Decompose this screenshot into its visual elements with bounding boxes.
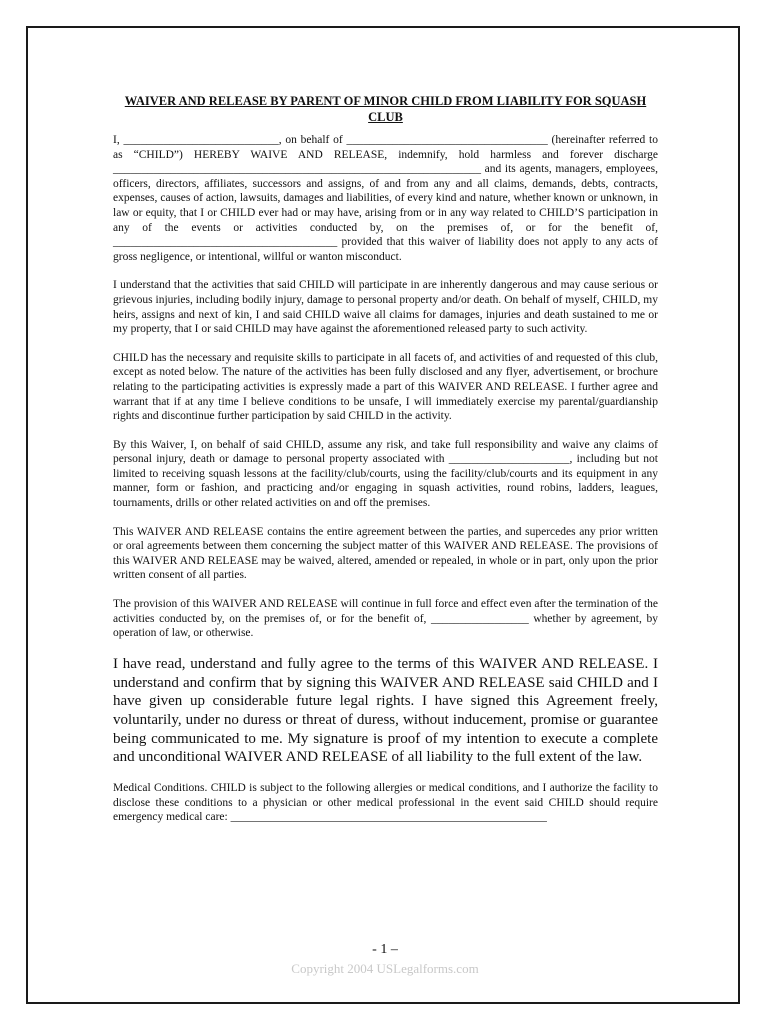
- waiver-paragraph-1: I, ___________________________, on behalf of ___________________________________ (hereinafter referred to as “CHILD”) HEREBY WAIVE AND RELEASE, indemnify, hold harmless and forever discharge ________________________________________________________________ and its agents, managers, employees, officers, directors, affiliates, successors and assigns, of and from any and all claims, demands, debts, contracts, expenses, causes of action, lawsuits, damages and liabilities, of every kind and nature, whether known or unknown, in law or equity, that I or CHILD ever had or may have, arising from or in any way related to CHILD’S participation in any of the events or activities conducted by, on the premises of, or for the benefit of, _______________________________________ provided that this waiver of liability does not apply to any acts of gross negligence, or intentional, willful or wanton misconduct.: [113, 134, 658, 263]
- medical-conditions-paragraph: Medical Conditions. CHILD is subject to the following allergies or medical conditions, and I authorize the facility to disclose these conditions to a physician or other medical professional in the event said CHILD should require emergency medical care: _______________________________________________________: [113, 782, 658, 824]
- document-title: WAIVER AND RELEASE BY PARENT OF MINOR CHILD FROM LIABILITY FOR SQUASH CLUB: [124, 94, 647, 124]
- waiver-paragraph-6: The provision of this WAIVER AND RELEASE will continue in full force and effect even after the termination of the activities conducted by, on the premises of, or for the benefit of, _________________ whether by agreement, by operation of law, or otherwise.: [113, 598, 658, 640]
- waiver-paragraph-2: I understand that the activities that said CHILD will participate in are inherently dangerous and may cause serious or grievous injuries, including bodily injury, damage to personal property and/or death. On behalf of myself, CHILD, my heirs, assigns and next of kin, I and said CHILD waive all claims for damages, injuries and death sustained to me or my property, that I or said CHILD may have against the aforementioned released party to such activity.: [113, 279, 658, 336]
- document-body: [113, 93, 658, 825]
- copyright-watermark: Copyright 2004 USLegalforms.com: [291, 961, 479, 976]
- waiver-paragraph-5: This WAIVER AND RELEASE contains the entire agreement between the parties, and supercedes any prior written or oral agreements between them concerning the subject matter of this WAIVER AND RELEASE. The provisions of this WAIVER AND RELEASE may be waived, altered, amended or repealed, in whole or in part, only upon the prior written consent of all parties.: [113, 525, 658, 582]
- page-number: - 1 –: [372, 942, 398, 957]
- acknowledgement-paragraph: I have read, understand and fully agree to the terms of this WAIVER AND RELEASE. I understand and confirm that by signing this WAIVER AND RELEASE said CHILD and I have given up considerable future legal rights. I have signed this Agreement freely, voluntarily, under no duress or threat of duress, without inducement, promise or guarantee being communicated to me. My signature is proof of my intention to execute a complete and unconditional WAIVER AND RELEASE of all liability to the full extent of the law.: [113, 655, 658, 766]
- waiver-paragraph-4: By this Waiver, I, on behalf of said CHILD, assume any risk, and take full responsibility and waive any claims of personal injury, death or damage to personal property associated with _____________________, including but not limited to receiving squash lessons at the facility/club/courts, using the facility/club/courts and its equipment in any manner, form or fashion, and practicing and/or engaging in squash activities, round robins, ladders, leagues, tournaments, drills or other related activities on and off the premises.: [113, 438, 658, 510]
- waiver-paragraph-3: CHILD has the necessary and requisite skills to participate in all facets of, and activities of and requested of this club, except as noted below. The nature of the activities has been fully disclosed and any flyer, advertisement, or brochure relating to the participating activities is expressly made a part of this WAIVER AND RELEASE. I further agree and warrant that if at any time I believe conditions to be unsafe, I will immediately exercise my parental/guardianship rights and discontinue further participation by said CHILD in the activity.: [113, 351, 658, 423]
